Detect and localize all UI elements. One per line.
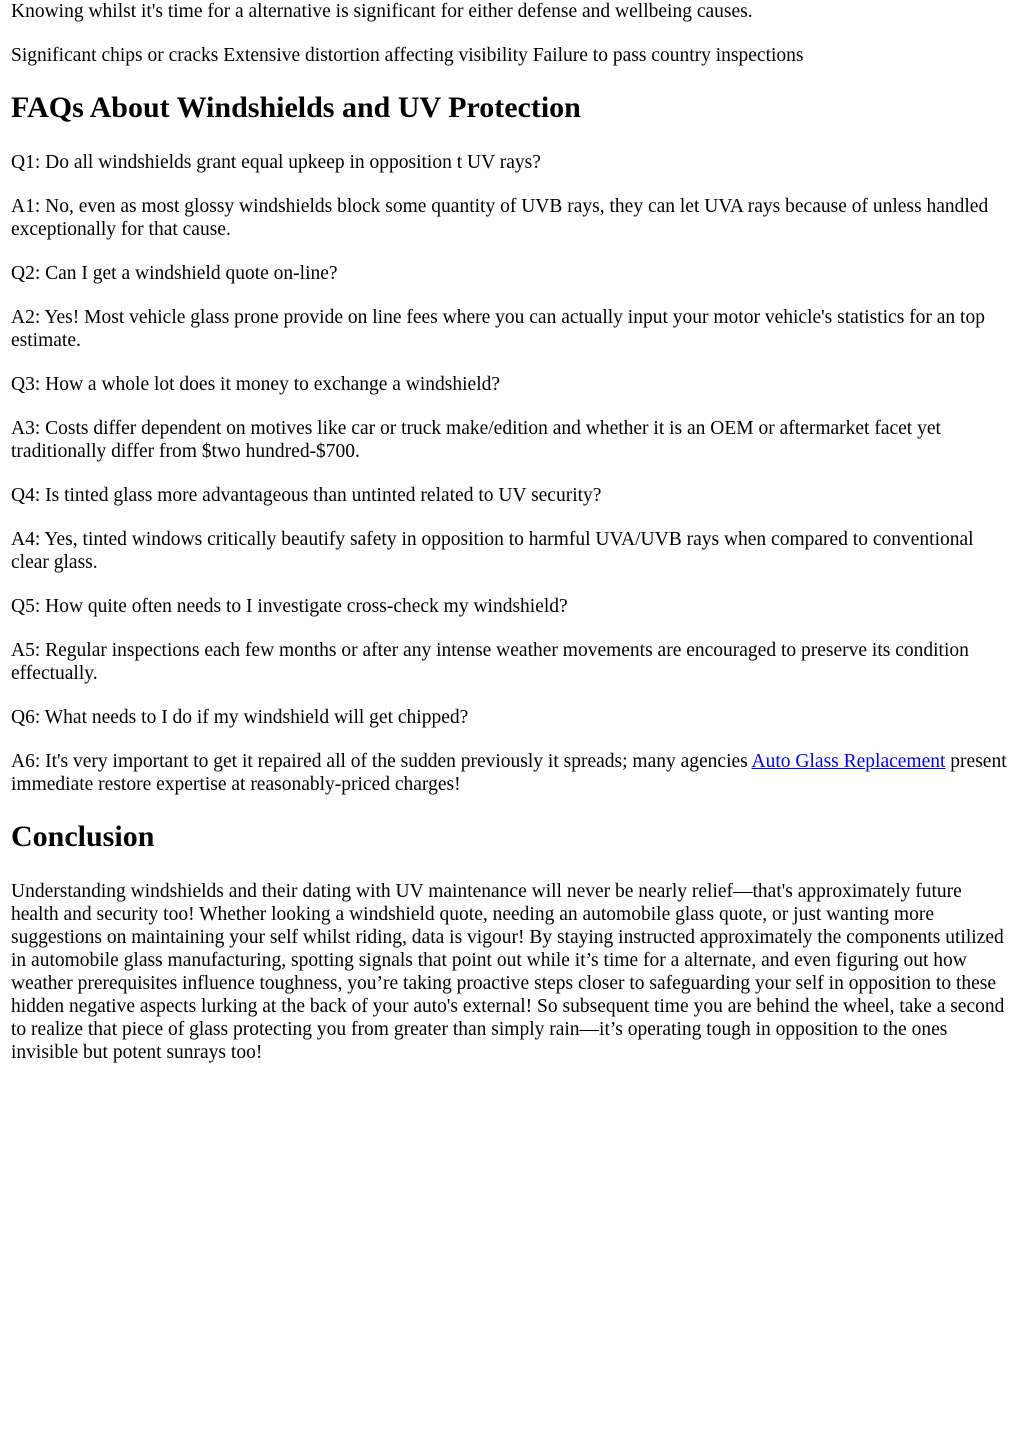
faq-question-6: Q6: What needs to I do if my windshield will get chipped?	[11, 707, 469, 728]
faq-answer-4: A4: Yes, tinted windows critically beautify safety in opposition to harmful UVA/UVB rays when compared to conventional clear glass.	[11, 529, 974, 573]
faq-question-5: Q5: How quite often needs to I investigate cross-check my windshield?	[11, 596, 568, 617]
faq-question-4: Q4: Is tinted glass more advantageous than untinted related to UV security?	[11, 485, 602, 506]
faq-question-3: Q3: How a whole lot does it money to exchange a windshield?	[11, 374, 501, 395]
auto-glass-replacement-link[interactable]: Auto Glass Replacement	[751, 751, 946, 772]
faq-answer-6	[11, 750, 1010, 796]
signs-paragraph: Significant chips or cracks Extensive distortion affecting visibility Failure to pass country inspections	[11, 45, 804, 66]
faq-answer-6-text-before: A6: It's very important to get it repaired all of the sudden previously it spreads; many agencies	[11, 751, 752, 772]
faq-answer-6-text-after: present immediate restore expertise at reasonably-priced charges!	[11, 751, 1007, 795]
intro-paragraph: Knowing whilst it's time for a alternative is significant for either defense and wellbeing causes.	[11, 1, 753, 22]
faq-answer-1: A1: No, even as most glossy windshields block some quantity of UVB rays, they can let UVA rays because of unless handled exceptionally for that cause.	[11, 196, 989, 240]
faq-heading: FAQs About Windshields and UV Protection	[11, 91, 581, 124]
faq-answer-5: A5: Regular inspections each few months or after any intense weather movements are encouraged to preserve its condition effectually.	[11, 640, 969, 684]
faq-answer-2: A2: Yes! Most vehicle glass prone provide on line fees where you can actually input your motor vehicle's statistics for an top estimate.	[11, 307, 985, 351]
faq-answer-3: A3: Costs differ dependent on motives like car or truck make/edition and whether it is an OEM or aftermarket facet yet traditionally differ from $two hundred-$700.	[11, 418, 941, 462]
conclusion-heading: Conclusion	[11, 820, 155, 853]
conclusion-paragraph: Understanding windshields and their dating with UV maintenance will never be nearly relief—that's approximately future health and security too! Whether looking a windshield quote, needing an automobile glass quote, or just wanting more suggestions on maintaining your self whilst riding, data is vigour! By staying instructed approximately the components utilized in automobile glass manufacturing, spotting signals that point out while it’s time for a alternate, and even figuring out how weather prerequisites influence toughness, you’re taking proactive steps closer to safeguarding your self in opposition to these hidden negative aspects lurking at the back of your auto's external! So subsequent time you are behind the wheel, take a second to realize that piece of glass protecting you from greater than simply rain—it’s operating tough in opposition to the ones invisible but potent sunrays too!	[11, 881, 1005, 1063]
faq-question-2: Q2: Can I get a windshield quote on-line?	[11, 263, 338, 284]
faq-question-1: Q1: Do all windshields grant equal upkeep in opposition t UV rays?	[11, 152, 541, 173]
